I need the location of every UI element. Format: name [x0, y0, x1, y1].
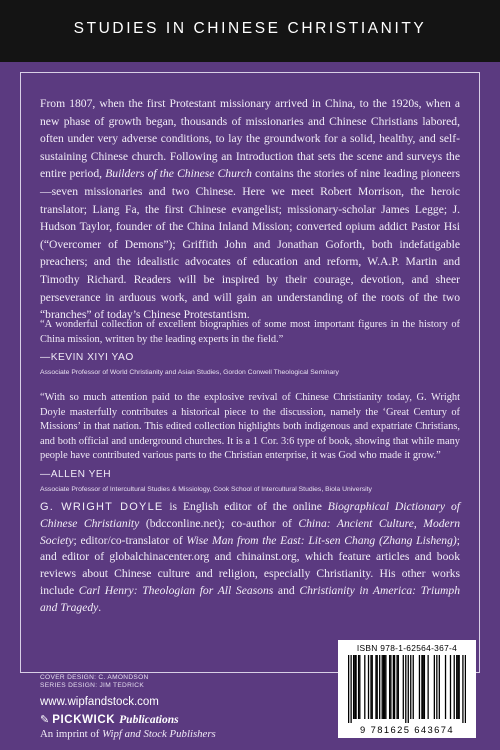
- barcode-bar: [457, 655, 458, 719]
- barcode-bar: [379, 655, 380, 719]
- author-bio: [40, 499, 460, 617]
- bio-title: Biographical Dictionary of Chinese Christianity: [40, 500, 461, 530]
- barcode-bar: [393, 655, 394, 719]
- barcode-bar: [394, 655, 395, 719]
- barcode-bar: [354, 655, 355, 719]
- bio-text: ; editor/co-translator of: [73, 533, 187, 547]
- bio-text: (bdcconline.net); co-author of: [139, 516, 299, 530]
- barcode-bar: [377, 655, 378, 719]
- barcode-bar: [423, 655, 424, 719]
- barcode-bar: [445, 655, 446, 719]
- publisher-name: PICKWICK: [52, 713, 116, 726]
- book-description: [40, 95, 460, 324]
- description-part-1: From 1807, when the first Protestant missionary arrived in China, to the 1920s, when a new phase of growth began, thousands of missionaries and Chinese Christians labored, often under very adverse conditions, to lay the groundwork for a solid, healthy, and self-sustaining Chinese church. Following an Introduction that sets the scene and surveys the entire period,: [40, 97, 460, 181]
- barcode-icon: [348, 655, 466, 723]
- series-title: STUDIES IN CHINESE CHRISTIANITY: [73, 20, 427, 37]
- barcode-bar: [385, 655, 386, 719]
- barcode-box: [338, 640, 476, 738]
- book-title: Builders of the Chinese Church: [105, 167, 252, 181]
- imprint-line: [40, 728, 216, 740]
- barcode-bar: [436, 655, 437, 719]
- description-paragraph: [40, 95, 460, 324]
- barcode-bar: [405, 655, 406, 723]
- barcode-bar: [456, 655, 457, 719]
- barcode-bar: [370, 655, 371, 719]
- publisher-name-italic: Publications: [119, 713, 179, 726]
- bio-title: China: Ancient Culture, Modern Society: [40, 516, 461, 547]
- cover-design-credit: COVER DESIGN: C. AMONDSON: [40, 674, 149, 681]
- barcode-bar: [389, 655, 390, 719]
- publisher-website[interactable]: www.wipfandstock.com: [40, 696, 159, 708]
- barcode-bar: [348, 655, 349, 723]
- barcode-bar: [350, 655, 351, 723]
- barcode-bar: [410, 655, 411, 719]
- imprint-prefix: An imprint of: [40, 728, 103, 740]
- isbn-label: ISBN 978-1-62564-367-4: [356, 643, 458, 653]
- barcode-bar: [454, 655, 455, 719]
- pen-icon: ✎: [40, 714, 50, 726]
- bio-text: .: [98, 600, 102, 614]
- endorsement-2: [40, 391, 460, 494]
- barcode-bar: [398, 655, 399, 719]
- bio-text: and: [273, 583, 300, 597]
- barcode-bar: [364, 655, 365, 719]
- bio-title: Carl Henry: Theologian for All Seasons: [78, 583, 274, 597]
- series-banner: [0, 0, 500, 62]
- barcode-bar: [358, 655, 359, 719]
- endorser-affiliation: Associate Professor of Intercultural Studies & Missiology, Cook School of Intercultural Studies, Biola University: [40, 485, 372, 493]
- barcode-bar: [439, 655, 440, 719]
- endorser-name: —KEVIN XIYI YAO: [40, 352, 134, 364]
- barcode-bar: [390, 655, 391, 719]
- barcode-bar: [421, 655, 422, 719]
- barcode-bar: [359, 655, 360, 719]
- barcode-bar: [465, 655, 466, 723]
- barcode-bar: [372, 655, 373, 719]
- endorsement-quote: “A wonderful collection of excellent biographies of some most important figures in the history of China mission, written by the leading experts in the field.”: [40, 319, 460, 345]
- barcode-bar: [413, 655, 414, 719]
- barcode-bar: [434, 655, 435, 719]
- endorsement-1: [40, 318, 460, 377]
- barcode-bar: [382, 655, 383, 719]
- bio-text: ; and editor of globalchinacenter.org and chinainst.org, which feature articles and book reviews about Chinese culture and religion, especially Christianity. His other works include: [40, 533, 460, 597]
- barcode-bar: [462, 655, 463, 723]
- barcode-bar: [459, 655, 460, 719]
- barcode-bar: [408, 655, 409, 723]
- author-name: G. WRIGHT DOYLE: [40, 501, 164, 513]
- barcode-bar: [427, 655, 428, 719]
- barcode-bar: [355, 655, 356, 719]
- endorsement-quote: “With so much attention paid to the explosive revival of Chinese Christianity today, G. Wright Doyle masterfully contributes a historical piece to the discussion, namely the ‘Great Century of Missions’ in that nation. This edited collection highlights both indigenous and expatriate Christians, and both official and underground churches. It is a 1 Cor. 3:6 type of book, showing that while many people have contributed various parts to the Christian enterprise, it was God who made it grow.”: [40, 392, 460, 462]
- barcode-bar: [353, 655, 354, 719]
- ean-digits: 9 781625 643674: [360, 724, 454, 735]
- barcode-bar: [375, 655, 376, 719]
- bio-title: Wise Man from the East: Lit-sen Chang (Zhang Lisheng): [186, 533, 457, 547]
- barcode-bar: [368, 655, 369, 719]
- endorser-affiliation: Associate Professor of World Christianity and Asian Studies, Gordon Conwell Theological Seminary: [40, 368, 339, 376]
- endorser-name: —ALLEN YEH: [40, 468, 112, 480]
- design-credits: [40, 674, 149, 690]
- barcode-bar: [419, 655, 420, 719]
- series-design-credit: SERIES DESIGN: JIM TEDRICK: [40, 682, 145, 689]
- description-part-2: contains the stories of nine leading pioneers—seven missionaries and two Chinese. Here we meet Robert Morrison, the heroic translator; Liang Fa, the first Chinese evangelist; missionary-scholar James Legge; J. Hudson Taylor, founder of the China Inland Mission; converted opium addict Pastor Hsi (“Overcomer of Demons”); Griffith John and Jonathan Goforth, both indefatigable preachers; and the idealistic advocates of education and reform, W.A.P. Martin and Timothy Richard. Readers will be inspired by their courage, devotion, and sheer perseverance in arduous work, and will gain an understanding of the roots of the two “branches” of today’s Chinese Protestantism.: [40, 167, 460, 322]
- bio-text: is English editor of the online: [163, 500, 328, 513]
- barcode-bar: [396, 655, 397, 719]
- barcode-bar: [383, 655, 384, 719]
- imprint-name: Wipf and Stock Publishers: [102, 728, 216, 740]
- barcode-bar: [450, 655, 451, 719]
- barcode-bar: [424, 655, 425, 719]
- barcode-bar: [384, 655, 385, 719]
- publisher-logo: [40, 713, 179, 726]
- bio-title: Christianity in America: Triumph and Tragedy: [40, 583, 460, 614]
- barcode-bar: [403, 655, 404, 719]
